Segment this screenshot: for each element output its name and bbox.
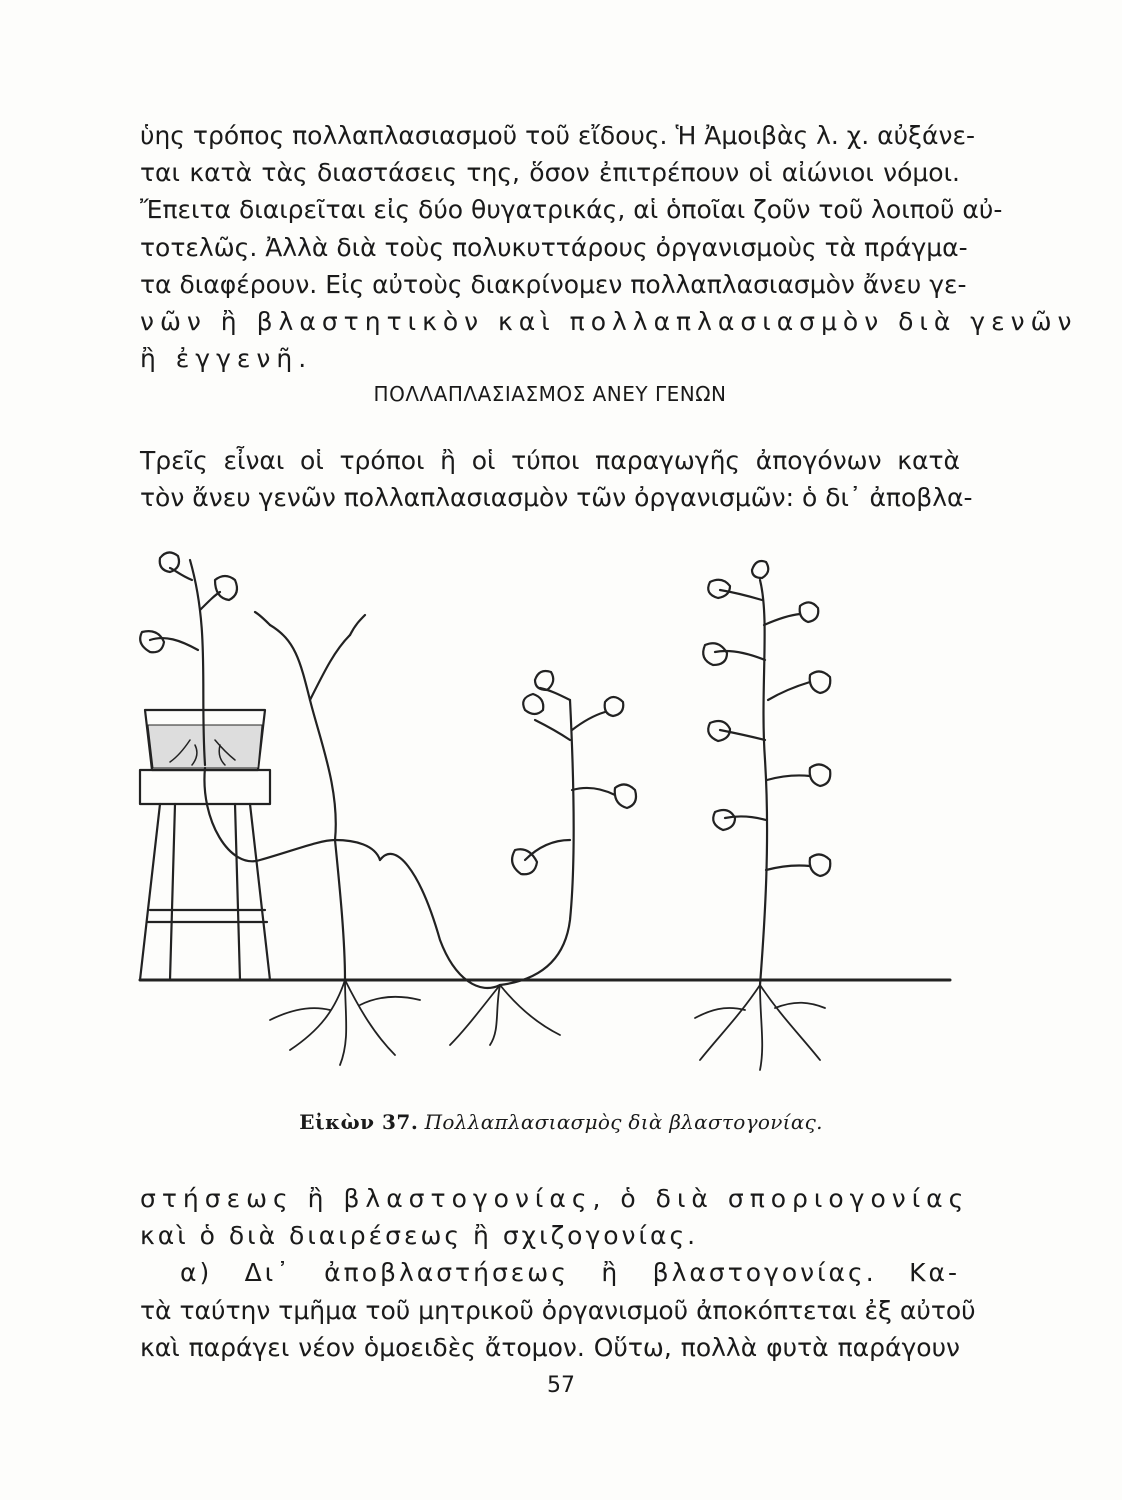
figure-label: Εἰκὼν 37. <box>299 1110 419 1134</box>
roots-drawing <box>270 980 825 1070</box>
text-line: α) Δι᾿ ἀποβλαστήσεως ἢ βλαστογονίας. Κα- <box>180 1258 960 1288</box>
stand-drawing <box>140 770 270 980</box>
text-line: καὶ ὁ διὰ διαιρέσεως ἢ σχιζογονίας. <box>140 1221 699 1251</box>
text-line: νῶν ἢ βλαστητικὸν καὶ πολλαπλασιασμὸν διὰ γενῶν <box>140 307 1078 337</box>
paragraph-1 <box>140 117 1078 377</box>
text-line: τοτελῶς. Ἀλλὰ διὰ τοὺς πολυκυττάρους ὀργανισμοὺς τὰ πράγμα- <box>140 232 968 262</box>
young-plant-center-drawing <box>500 671 636 985</box>
text-line: τα διαφέρουν. Εἰς αὐτοὺς διακρίνομεν πολλαπλασιασμὸν ἄνευ γε- <box>140 269 967 299</box>
text-line: ἢ ἐγγενῆ. <box>140 344 313 374</box>
text-line: τὰ ταύτην τμῆμα τοῦ μητρικοῦ ὀργανισμοῦ ἀποκόπτεται ἐξ αὐτοῦ <box>140 1295 976 1325</box>
text-line: Ἔπειτα διαιρεῖται εἰς δύο θυγατρικάς, αἱ ὁποῖαι ζοῦν τοῦ λοιποῦ αὐ- <box>140 195 1003 225</box>
text-line: ὑης τρόπος πολλαπλασιασμοῦ τοῦ εἴδους. Ἡ Ἀμοιβὰς λ. χ. αὐξάνε- <box>140 121 975 150</box>
paragraph-2 <box>140 442 973 516</box>
propagation-illustration <box>120 540 1020 1100</box>
text-line: στήσεως ἢ βλαστογονίας, ὁ διὰ σποριογονίας <box>140 1184 970 1213</box>
figure-caption <box>0 1110 1122 1134</box>
text-line: Τρεῖς εἶναι οἱ τρόποι ἢ οἱ τύποι παραγωγῆς ἀπογόνων κατὰ <box>140 446 960 475</box>
paragraph-3 <box>140 1180 976 1366</box>
figure-caption-text: Πολλαπλασιασμὸς διὰ βλαστογονίας. <box>424 1110 823 1134</box>
mature-plant-right-drawing <box>703 561 830 985</box>
section-heading: ΠΟΛΛΑΠΛΑΣΙΑΣΜΟΣ ΑΝΕΥ ΓΕΝΩΝ <box>373 382 727 406</box>
text-line: ται κατὰ τὰς διαστάσεις της, ὅσον ἐπιτρέπουν οἱ αἰώνιοι νόμοι. <box>140 158 960 188</box>
text-line: καὶ παράγει νέον ὁμοειδὲς ἄτομον. Οὕτω, πολλὰ φυτὰ παράγουν <box>140 1332 960 1362</box>
text-line: τὸν ἄνευ γενῶν πολλαπλασιασμὸν τῶν ὀργανισμῶν: ὁ δι᾿ ἀποβλα- <box>140 483 973 513</box>
page-number: 57 <box>547 1373 575 1398</box>
